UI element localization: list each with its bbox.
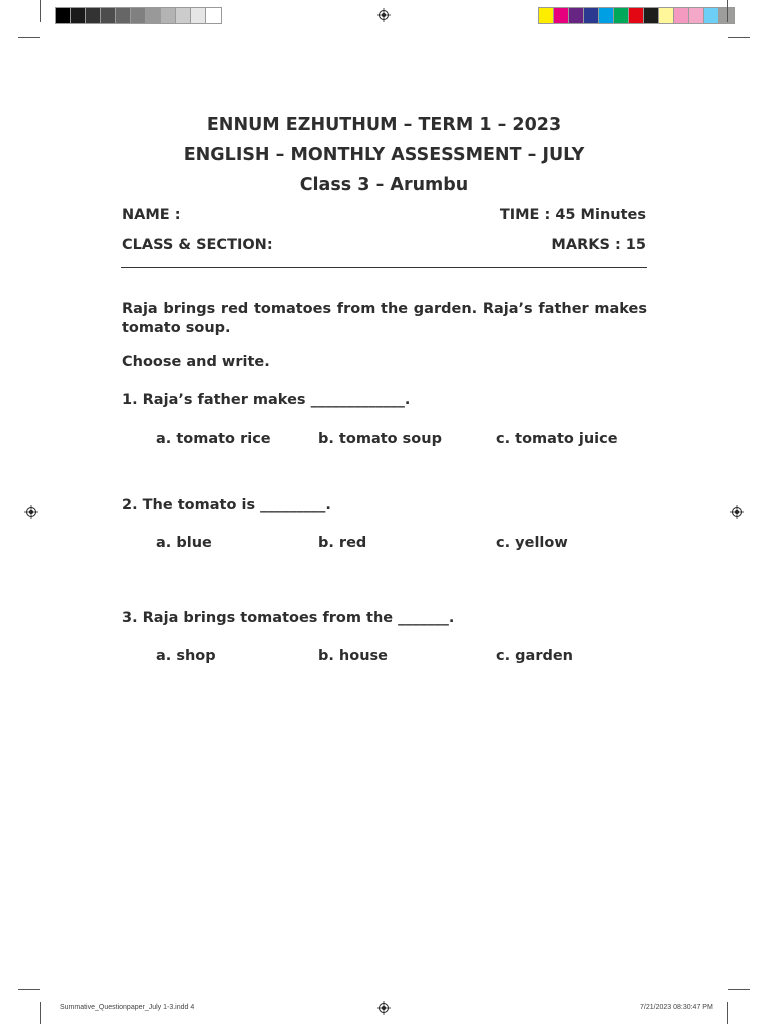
question-1-option-c: c. tomato juice (496, 431, 618, 447)
marks-label: MARKS : 15 (551, 237, 646, 253)
color-swatch (584, 8, 599, 23)
crop-mark (728, 37, 750, 38)
color-swatch (659, 8, 674, 23)
question-2-option-a: a. blue (156, 535, 212, 551)
crop-mark (40, 1002, 41, 1024)
instruction: Choose and write. (122, 354, 270, 370)
color-swatch (614, 8, 629, 23)
gray-swatch (86, 8, 101, 23)
gray-swatch (71, 8, 86, 23)
color-swatch (689, 8, 704, 23)
gray-swatch (206, 8, 221, 23)
crop-mark (727, 1002, 728, 1024)
gray-swatch (131, 8, 146, 23)
question-2: 2. The tomato is _________. (122, 497, 331, 513)
gray-swatch (56, 8, 71, 23)
color-swatch (539, 8, 554, 23)
exam-subtitle: ENGLISH – MONTHLY ASSESSMENT – JULY (183, 145, 585, 165)
question-3-option-b: b. house (318, 648, 389, 664)
grayscale-color-bar (55, 7, 222, 24)
registration-mark-icon (377, 1001, 391, 1015)
question-2-option-b: b. red (318, 535, 367, 551)
question-3: 3. Raja brings tomatoes from the _______. (122, 610, 455, 626)
exam-title: ENNUM EZHUTHUM – TERM 1 – 2023 (206, 115, 562, 135)
registration-mark-icon (730, 505, 744, 519)
question-1-option-a: a. tomato rice (156, 431, 271, 447)
header-divider (121, 267, 647, 268)
color-swatch (629, 8, 644, 23)
gray-swatch (161, 8, 176, 23)
crop-mark (18, 989, 40, 990)
color-swatch (569, 8, 584, 23)
registration-mark-icon (24, 505, 38, 519)
crop-mark (728, 989, 750, 990)
gray-swatch (146, 8, 161, 23)
color-swatch (704, 8, 719, 23)
crop-mark (727, 0, 728, 22)
color-swatch (554, 8, 569, 23)
registration-mark-icon (377, 8, 391, 22)
gray-swatch (116, 8, 131, 23)
crop-mark (18, 37, 40, 38)
question-3-option-c: c. garden (496, 648, 574, 664)
class-section-field-label: CLASS & SECTION: (122, 237, 273, 253)
class-label: Class 3 – Arumbu (299, 175, 469, 195)
question-3-option-a: a. shop (156, 648, 216, 664)
crop-mark (40, 0, 41, 22)
name-field-label: NAME : (122, 207, 181, 223)
question-1-option-b: b. tomato soup (318, 431, 442, 447)
file-slug: Summative_Questionpaper_July 1-3.indd 4 (60, 1004, 195, 1011)
color-swatch (644, 8, 659, 23)
question-1: 1. Raja’s father makes _____________. (122, 392, 411, 408)
color-swatch (674, 8, 689, 23)
gray-swatch (176, 8, 191, 23)
time-label: TIME : 45 Minutes (499, 207, 646, 223)
print-timestamp: 7/21/2023 08:30:47 PM (640, 1004, 713, 1011)
gray-swatch (101, 8, 116, 23)
question-2-option-c: c. yellow (496, 535, 568, 551)
gray-swatch (191, 8, 206, 23)
process-color-bar (538, 7, 735, 24)
reading-passage: Raja brings red tomatoes from the garden. Raja’s father makes tomato soup. (122, 301, 647, 336)
color-swatch (599, 8, 614, 23)
